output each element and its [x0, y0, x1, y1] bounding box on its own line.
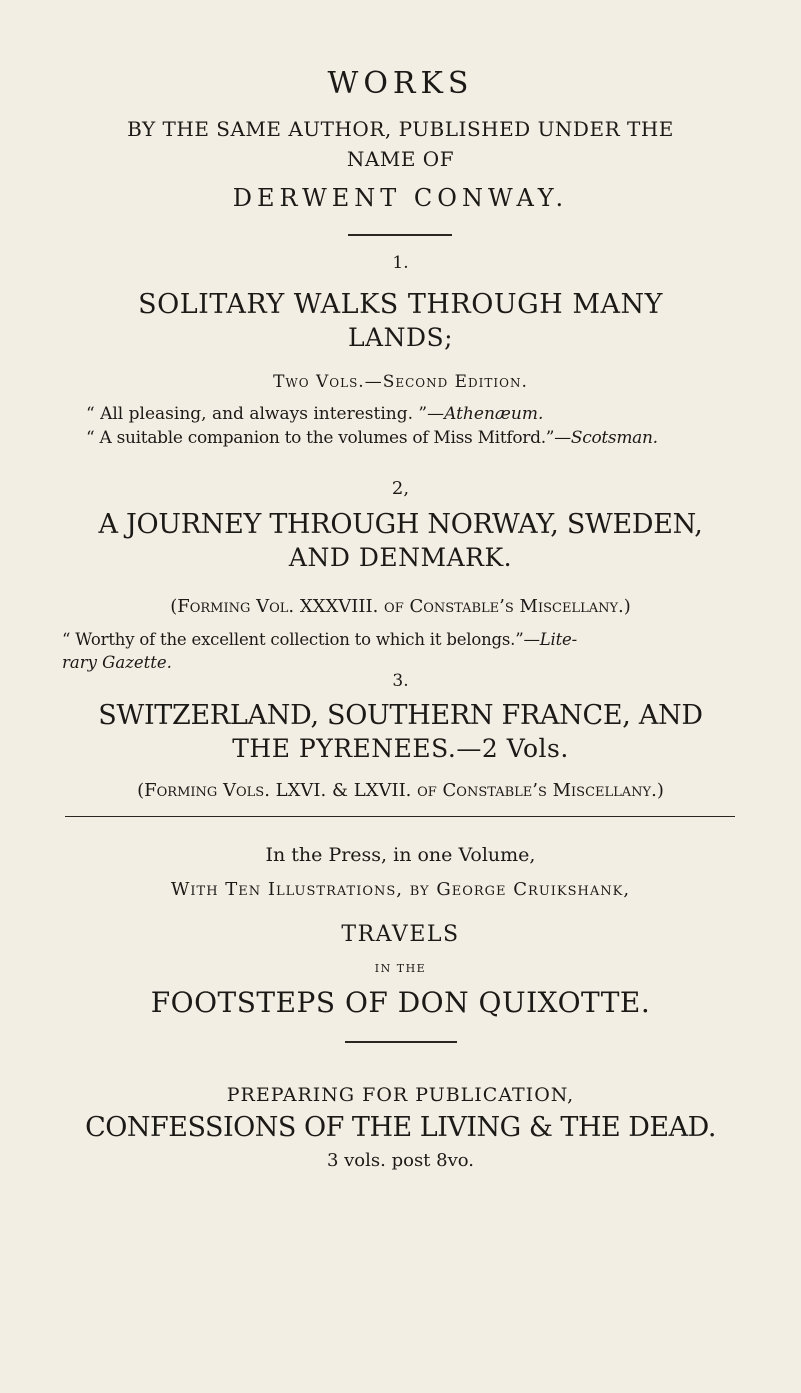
work-2-review	[62, 630, 577, 649]
work-2-forming: (Forming Vol. XXXVIII. of Constable’s Miscellany.)	[170, 596, 631, 617]
name-of-line: NAME OF	[346, 147, 455, 171]
divider-middle	[65, 816, 735, 817]
preparing-details: 3 vols. post 8vo.	[326, 1150, 475, 1171]
work-1-edition: Two Vols.—Second Edition.	[273, 372, 528, 392]
work-1-title-line2: LANDS;	[347, 323, 454, 352]
preparing-heading: PREPARING FOR PUBLICATION,	[226, 1084, 575, 1106]
work-1-title-line1: SOLITARY WALKS THROUGH MANY	[138, 289, 663, 320]
work-2-review-text: “ Worthy of the excellent collection to which it belongs.”—	[62, 630, 540, 649]
work-2-review-source-2: rary Gazette.	[62, 653, 172, 672]
review-2-text: “ A suitable companion to the volumes of Miss Mitford.”—	[86, 428, 571, 448]
work-1-review-2	[86, 428, 658, 448]
work-2-number: 2,	[391, 478, 410, 499]
press-subtitle: FOOTSTEPS OF DON QUIXOTTE.	[150, 986, 651, 1019]
work-3-title-line2: THE PYRENEES.—2 Vols.	[232, 734, 569, 763]
work-3-number: 3.	[392, 671, 409, 691]
work-3-forming: (Forming Vols. LXVI. & LXVII. of Constable’s Miscellany.)	[137, 780, 664, 801]
author-name: DERWENT CONWAY.	[232, 184, 569, 212]
press-line-2: With Ten Illustrations, by George Cruikshank,	[170, 879, 631, 900]
work-2-title-line1: A JOURNEY THROUGH NORWAY, SWEDEN,	[98, 509, 703, 540]
divider-lower	[345, 1041, 457, 1043]
works-heading: WORKS	[327, 66, 474, 101]
press-line-1: In the Press, in one Volume,	[265, 844, 536, 866]
press-in-the: IN THE	[374, 962, 427, 975]
review-1-source: Athenæum.	[444, 404, 544, 424]
review-1-text: “ All pleasing, and always interesting. ”—	[86, 404, 445, 424]
divider-top	[348, 234, 452, 236]
work-2-review-source-1: Lite-	[539, 630, 577, 649]
work-2-title-line2: AND DENMARK.	[288, 543, 513, 572]
work-2-review-cont	[62, 653, 172, 672]
press-title: TRAVELS	[341, 922, 460, 947]
work-3-title-line1: SWITZERLAND, SOUTHERN FRANCE, AND	[98, 700, 703, 731]
review-2-source: Scotsman.	[570, 428, 658, 448]
preparing-title: CONFESSIONS OF THE LIVING & THE DEAD.	[85, 1112, 716, 1143]
by-line: BY THE SAME AUTHOR, PUBLISHED UNDER THE	[127, 117, 674, 141]
work-1-number: 1.	[392, 253, 409, 273]
work-1-review-1	[86, 404, 543, 424]
